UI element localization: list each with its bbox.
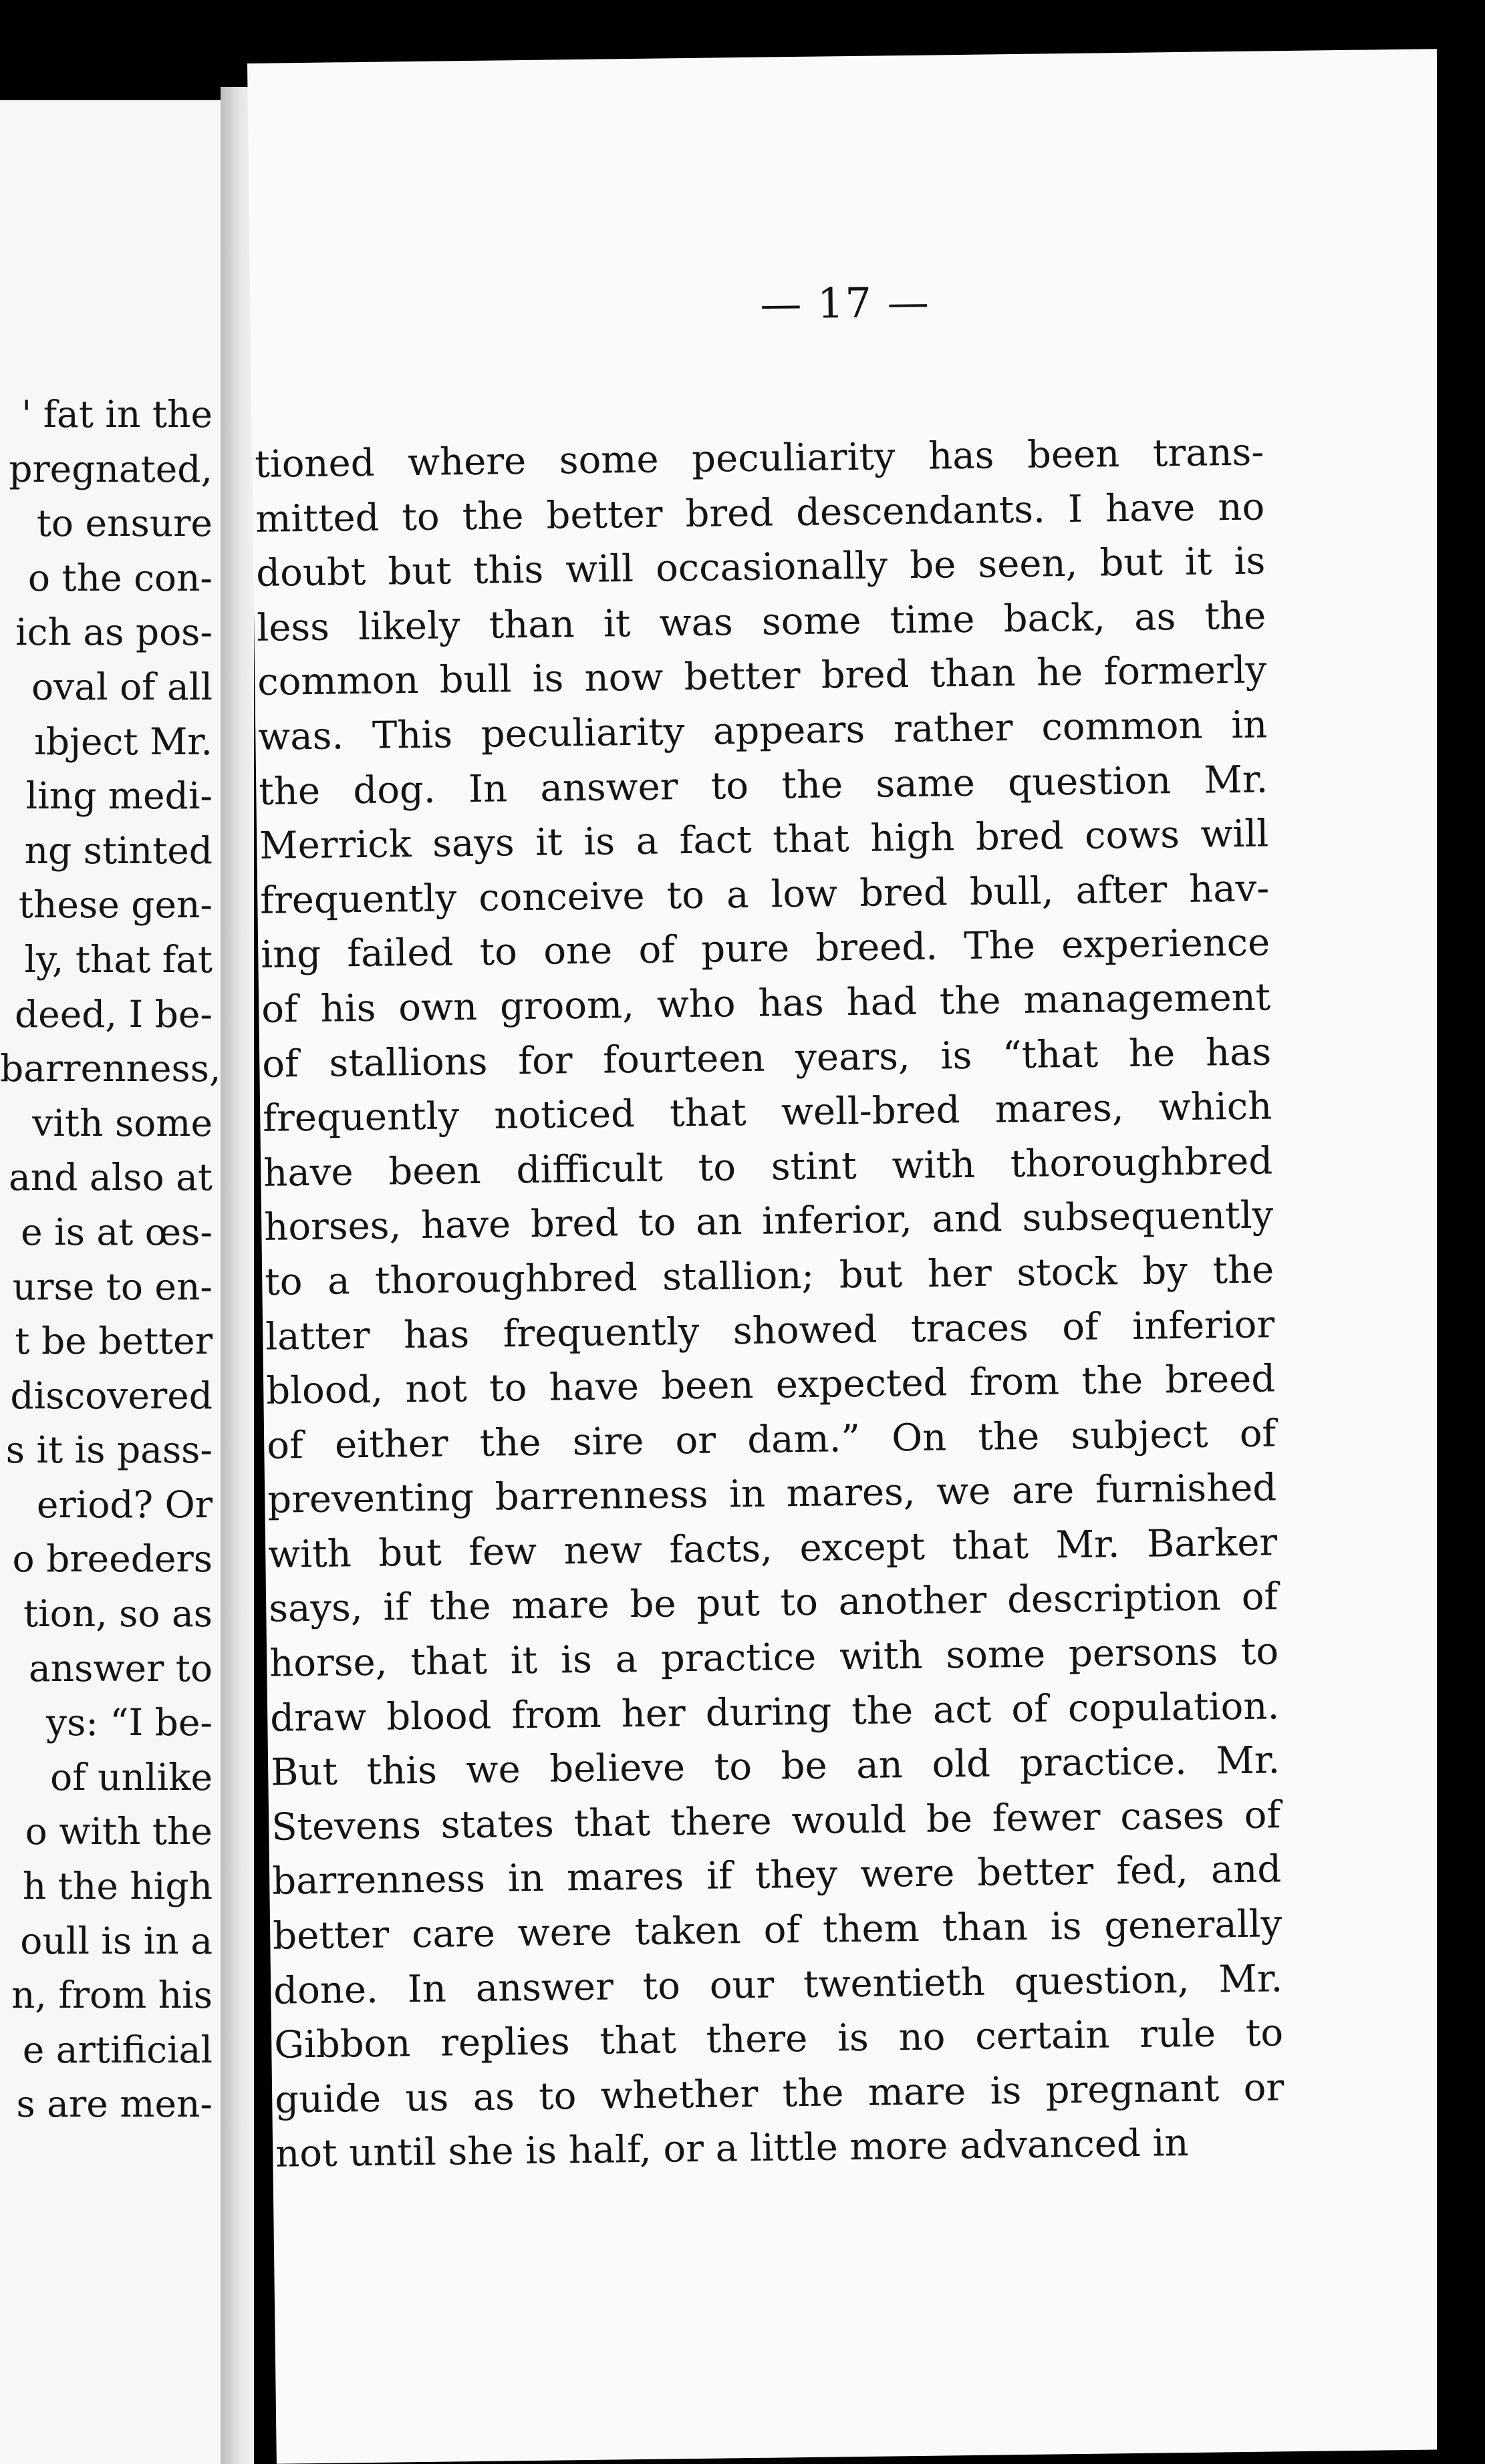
- body-text-line: barrenness in mares if they were better fed, and: [271, 1847, 1282, 1904]
- body-text-line: of his own groom, who has had the management: [261, 975, 1271, 1032]
- left-text-line: e artificial: [22, 2028, 213, 2071]
- left-text-line: ıbject Mr.: [34, 720, 213, 763]
- body-text-line: to a thoroughbred stallion; but her stock by the: [264, 1248, 1274, 1304]
- left-page-text: [0, 388, 221, 2132]
- body-text-line: But this we believe to be an old practice. Mr.: [270, 1738, 1280, 1795]
- left-text-line: o breeders: [12, 1537, 213, 1581]
- body-text-line: not until she is half, or a little more advanced in: [275, 2121, 1189, 2177]
- body-text-line: draw blood from her during the act of copulation.: [269, 1684, 1280, 1740]
- page-edge-shadow: [1437, 63, 1485, 2464]
- left-text-line: ys: “I be-: [46, 1701, 213, 1744]
- book-gutter: [221, 87, 254, 2464]
- body-text-line: mitted to the better bred descendants. I have no: [255, 485, 1265, 541]
- body-text-line: blood, not to have been expected from the breed: [265, 1357, 1276, 1413]
- left-text-line: these gen-: [18, 883, 213, 927]
- left-text-line: o the con-: [27, 556, 213, 599]
- left-text-line: s are men-: [16, 2083, 213, 2126]
- left-text-line: ' fat in the: [21, 393, 213, 436]
- left-text-line: urse to en-: [12, 1265, 213, 1308]
- body-text-line: frequently conceive to a low bred bull, after hav-: [259, 867, 1270, 923]
- body-text-line: horse, that it is a practice with some persons to: [269, 1630, 1279, 1686]
- body-text-line: tioned where some peculiarity has been trans-: [254, 430, 1264, 486]
- left-text-line: eriod? Or: [36, 1483, 213, 1526]
- body-text-line: better care were taken of them than is generally: [272, 1902, 1282, 1958]
- body-text-line: Stevens states that there would be fewer cases of: [271, 1793, 1281, 1849]
- body-text-line: of either the sire or dam.” On the subject of: [266, 1412, 1276, 1468]
- body-text-line: horses, have bred to an inferior, and subsequently: [263, 1193, 1274, 1250]
- body-text-line: the dog. In answer to the same question Mr.: [258, 757, 1268, 814]
- left-text-line: o with the: [25, 1810, 213, 1853]
- body-text-line: ing failed to one of pure breed. The experience: [260, 921, 1270, 977]
- left-text-line: tion, so as: [23, 1592, 213, 1636]
- left-page-fragment: [0, 100, 241, 2464]
- left-text-line: e is at œs-: [21, 1210, 213, 1253]
- left-text-line: ly, that fat: [24, 937, 213, 981]
- left-text-line: ich as pos-: [15, 611, 213, 654]
- left-text-line: n, from his: [11, 1974, 213, 2017]
- body-text-line: have been difficult to stint with thoroughbred: [263, 1139, 1273, 1195]
- body-text-line: Gibbon replies that there is no certain rule to: [273, 2011, 1284, 2067]
- left-text-line: of unlike: [50, 1755, 213, 1799]
- body-text-line: of stallions for fourteen years, is “that he has: [261, 1030, 1272, 1086]
- left-text-line: vith some: [32, 1101, 213, 1144]
- left-text-line: s it is pass-: [5, 1428, 213, 1472]
- body-text-line: Merrick says it is a fact that high bred cows will: [259, 812, 1269, 869]
- page-body-text: [255, 425, 1285, 2181]
- left-text-line: deed, I be-: [14, 992, 213, 1036]
- left-text-line: oval of all: [31, 665, 213, 708]
- left-text-line: discovered: [10, 1374, 213, 1417]
- body-text-line: preventing barrenness in mares, we are furnished: [267, 1466, 1277, 1523]
- left-text-line: ng stinted: [24, 828, 213, 872]
- body-text-line: frequently noticed that well-bred mares, which: [262, 1084, 1272, 1140]
- body-text-line: was. This peculiarity appears rather common in: [257, 703, 1268, 759]
- left-text-line: and also at: [9, 1156, 213, 1199]
- left-text-line: answer to: [28, 1646, 213, 1690]
- right-page: [247, 49, 1466, 2463]
- body-text-line: common bull is now better bred than he formerly: [257, 648, 1267, 705]
- body-text-line: with but few new facts, except that Mr. Barker: [267, 1521, 1278, 1577]
- body-text-line: less likely than it was some time back, as the: [256, 594, 1266, 650]
- left-text-line: t be better: [15, 1320, 213, 1363]
- body-text-line: doubt but this will occasionally be seen, but it is: [255, 539, 1266, 596]
- page-number: — 17 —: [759, 277, 931, 329]
- left-text-line: ling medi-: [25, 774, 213, 818]
- body-text-line: latter has frequently showed traces of inferior: [265, 1302, 1275, 1359]
- left-text-line: barrenness,: [0, 1047, 221, 1090]
- left-text-line: oull is in a: [20, 1919, 213, 1962]
- body-text-line: done. In answer to our twentieth question, Mr.: [273, 1956, 1283, 2013]
- left-text-line: to ensure: [36, 502, 213, 545]
- body-text-line: guide us as to whether the mare is pregnant or: [274, 2066, 1285, 2122]
- body-text-line: says, if the mare be put to another description of: [268, 1575, 1278, 1632]
- left-text-line: h the high: [22, 1865, 213, 1908]
- left-text-line: pregnated,: [9, 447, 213, 490]
